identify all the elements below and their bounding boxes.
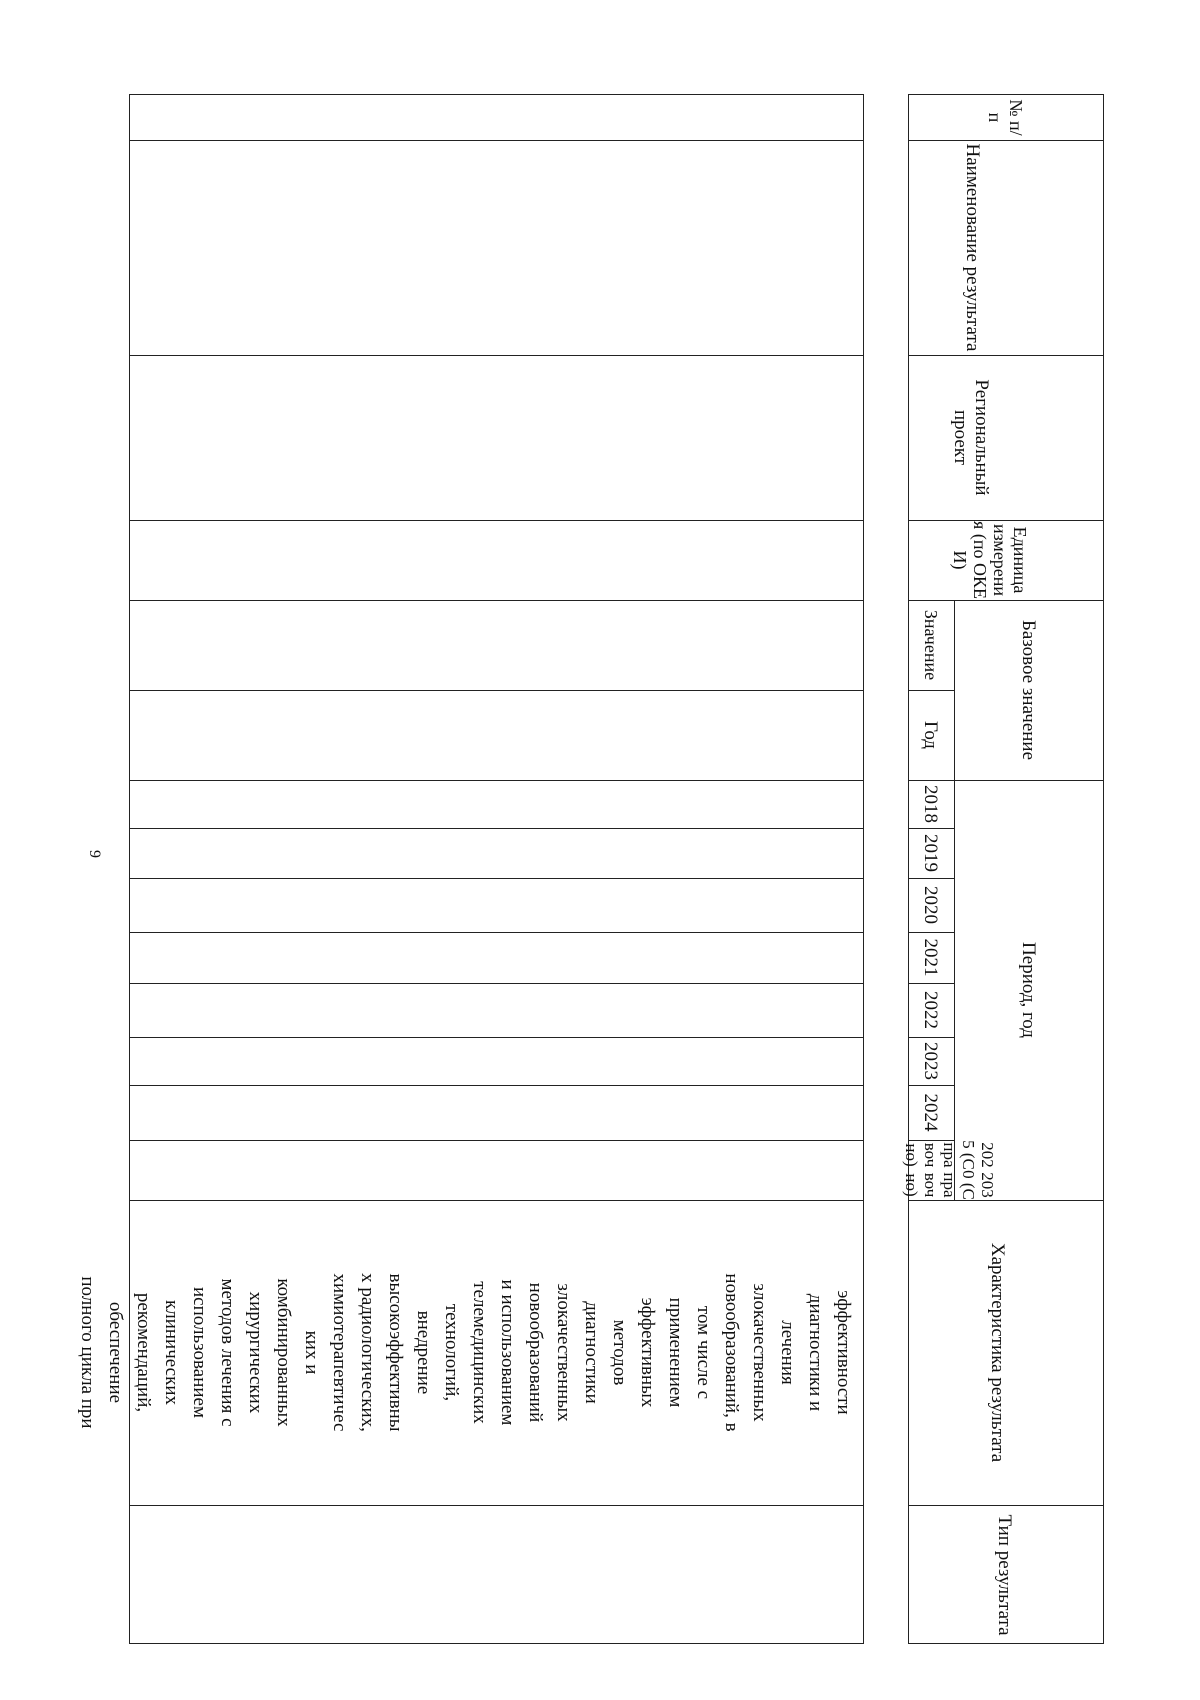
header-base-group: Базовое значение: [1018, 619, 1040, 761]
header-name: Наименование результата: [962, 143, 984, 352]
characteristic-line: диагностики и: [805, 1293, 826, 1412]
characteristic-line: химиотерапевтичес: [329, 1273, 350, 1432]
characteristic-line: хирургических: [245, 1291, 266, 1414]
characteristic-line: х радиологических,: [357, 1273, 378, 1432]
characteristic-line: злокачественных: [749, 1283, 770, 1422]
characteristic-line: обеспечение: [105, 1301, 126, 1404]
table-header: [902, 94, 1104, 1644]
characteristic-line: злокачественных: [553, 1283, 574, 1422]
characteristic-line: методов лечения с: [217, 1278, 238, 1427]
characteristic-line: клинических: [161, 1299, 182, 1405]
characteristic-line: том числе с: [693, 1305, 714, 1400]
characteristic-line: внедрение: [413, 1310, 434, 1395]
header-year-2025: 2025 (Справочно): [902, 1140, 998, 1170]
header-type: Тип результата: [994, 1514, 1016, 1636]
characteristic-line: рекомендаций,: [133, 1292, 154, 1413]
characteristic-line: технологий,: [441, 1303, 462, 1402]
rotated-table: [77, 94, 1104, 1644]
header-project: Региональный проект: [950, 379, 992, 496]
characteristic-line: комбинированных: [273, 1278, 294, 1427]
characteristic-line: применением: [665, 1297, 686, 1408]
header-year-2021: 2021: [920, 938, 942, 977]
header-unit: Единица измерения (по ОКЕИ): [950, 521, 1031, 599]
characteristic-line: использованием: [189, 1286, 210, 1418]
characteristic-line: методов: [609, 1319, 630, 1386]
characteristic-line: ких и: [301, 1330, 322, 1375]
characteristic-cell: [77, 1200, 863, 1505]
header-period-group: Период, год: [1018, 942, 1040, 1038]
header-characteristic: Характеристика результата: [987, 1242, 1009, 1463]
header-base-value: Значение: [921, 609, 942, 681]
characteristic-line: полного цикла при: [77, 1276, 98, 1429]
header-base-year: Год: [920, 721, 942, 749]
header-year-2020: 2020: [920, 886, 942, 924]
header-year-2018: 2018: [920, 785, 942, 823]
characteristic-line: высокоэффективны: [385, 1273, 406, 1432]
header-year-2022: 2022: [920, 991, 942, 1029]
characteristic-line: и использованием: [497, 1279, 518, 1426]
header-year-2024: 2024: [920, 1093, 942, 1132]
characteristic-line: телемедицинских: [469, 1281, 490, 1424]
header-year-2030: 2030 (Справочно): [902, 1170, 998, 1200]
page-number: 9: [86, 850, 103, 858]
header-year-2019: 2019: [920, 834, 942, 872]
characteristic-line: лечения: [777, 1320, 798, 1385]
characteristic-line: эффективности: [833, 1290, 854, 1415]
table-body: [77, 94, 864, 1644]
characteristic-line: новообразований, в: [721, 1273, 742, 1432]
characteristic-line: новообразований: [525, 1282, 546, 1423]
header-year-2023: 2023: [920, 1042, 942, 1080]
header-number: № п/п: [985, 99, 1026, 136]
characteristic-line: диагностики: [581, 1301, 602, 1404]
characteristic-line: эффективных: [637, 1297, 658, 1408]
